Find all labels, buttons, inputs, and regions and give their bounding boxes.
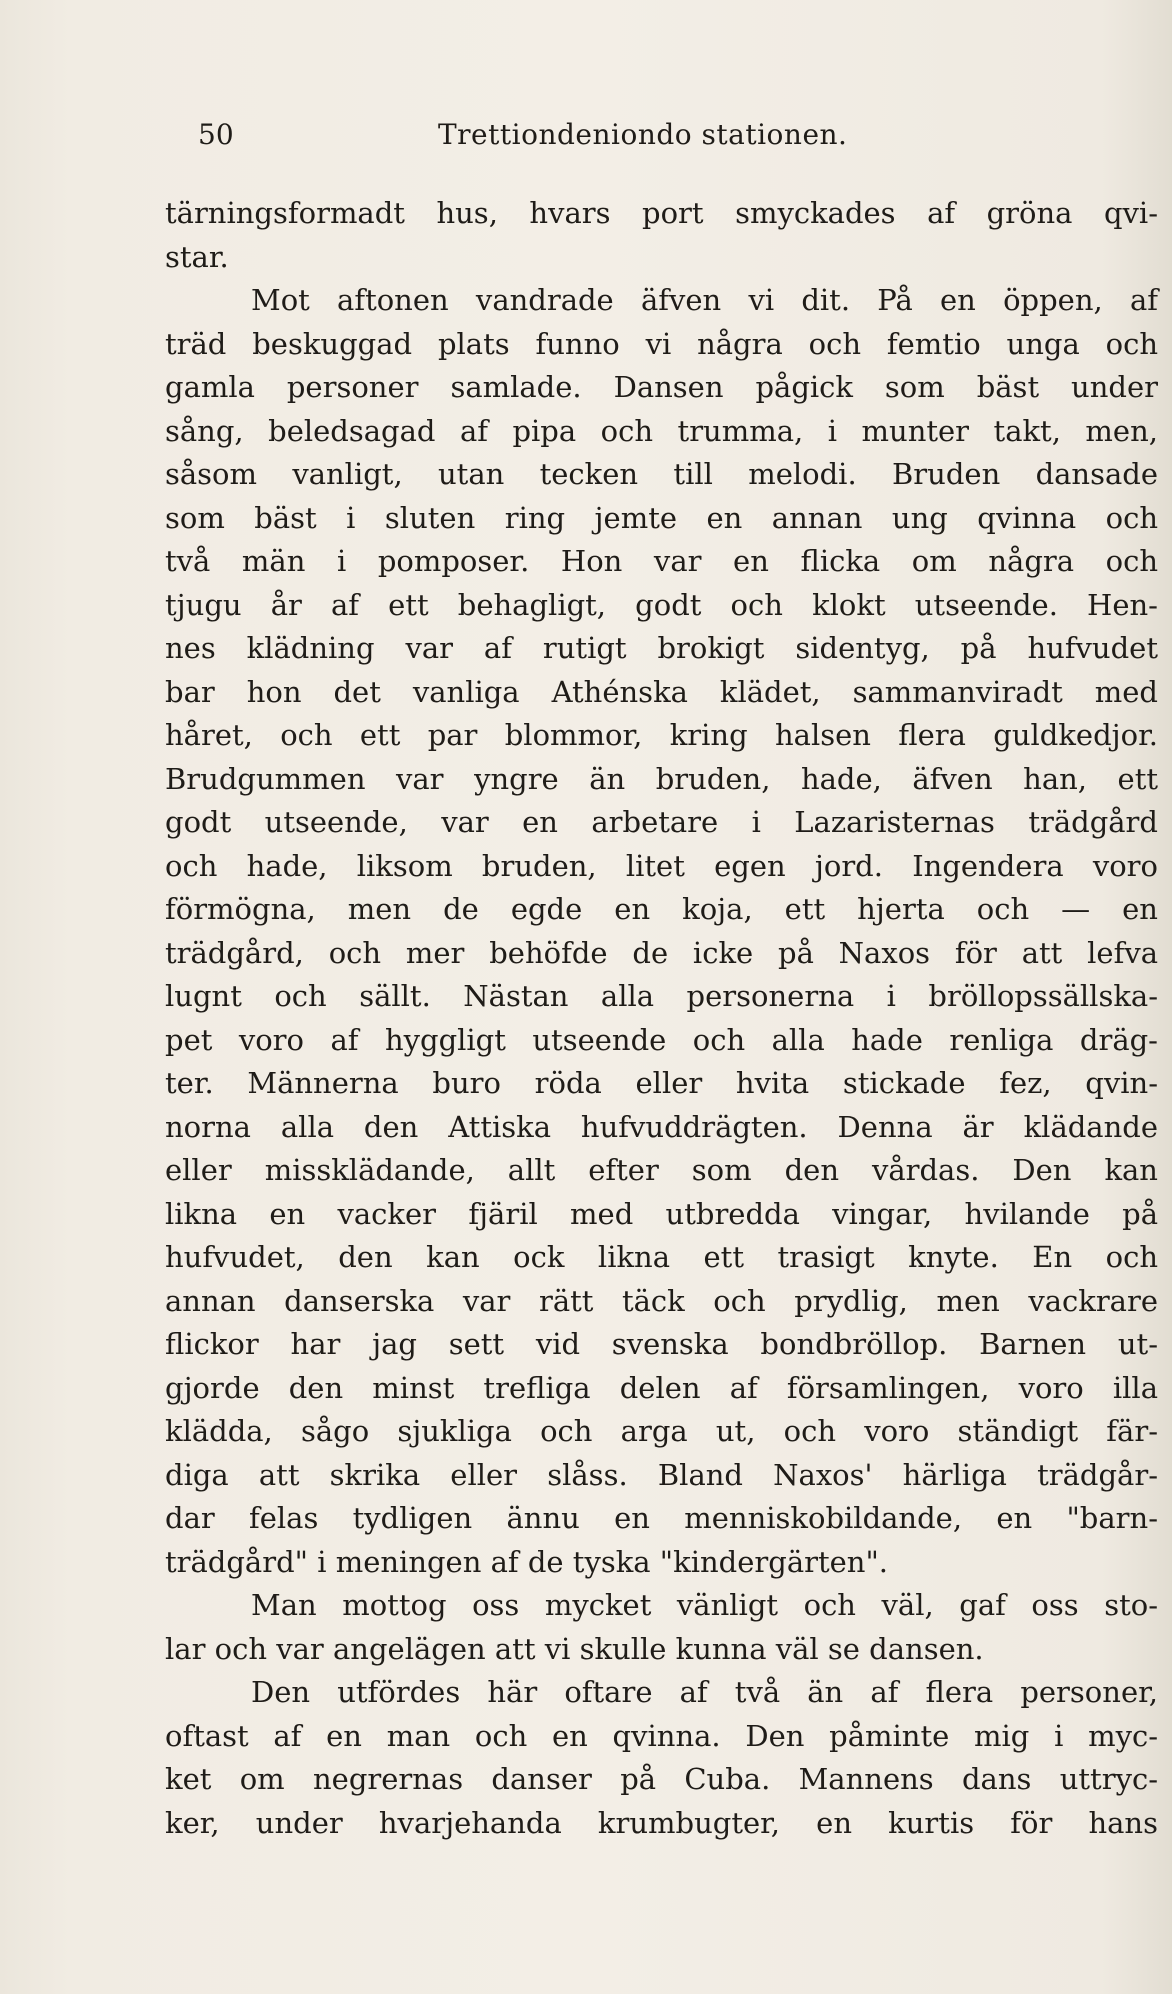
text-line: ker, under hvarjehanda krumbugter, en kurtis för hans [165,1805,1158,1840]
text-line: pet voro af hyggligt utseende och alla hade renliga dräg- [165,1022,1158,1057]
page-number: 50 [198,118,234,151]
text-line: som bäst i sluten ring jemte en annan ung qvinna och [165,500,1158,535]
text-line: Brudgummen var yngre än bruden, hade, äfven han, ett [165,761,1158,796]
text-line: lar och var angelägen att vi skulle kunna väl se dansen. [165,1631,984,1666]
text-line: två män i pomposer. Hon var en flicka om några och [165,544,1158,578]
text-line: såsom vanligt, utan tecken till melodi. Bruden dansade [165,457,1158,491]
text-line: oftast af en man och en qvinna. Den påminte mig i myc- [165,1718,1158,1753]
text-line: nes klädning var af rutigt brokigt sidentyg, på hufvudet [165,631,1158,665]
running-head: Trettiondeniondo stationen. [438,118,848,151]
text-line: bar hon det vanliga Athénska klädet, sammanviradt med [165,674,1158,709]
text-line: diga att skrika eller slåss. Bland Naxos' härliga trädgår- [165,1457,1158,1492]
text-line: hufvudet, den kan ock likna ett trasigt knyte. En och [165,1240,1158,1274]
text-line: Den utfördes här oftare af två än af flera personer, [251,1675,1158,1709]
text-line: ter. Männerna buro röda eller hvita stickade fez, qvin- [165,1066,1158,1100]
text-line: dar felas tydligen ännu en menniskobildande, en "barn- [165,1501,1158,1535]
text-line: gjorde den minst trefliga delen af församlingen, voro illa [165,1370,1158,1405]
text-line: norna alla den Attiska hufvuddrägten. Denna är klädande [165,1109,1158,1144]
text-line: godt utseende, var en arbetare i Lazaristernas trädgård [165,805,1158,839]
text-line: trädgård" i meningen af de tyska "kindergärten". [165,1544,889,1579]
text-line: lugnt och sällt. Nästan alla personerna i bröllopssällska- [165,979,1158,1013]
text-line: och hade, liksom bruden, litet egen jord. Ingendera voro [165,848,1158,883]
text-line: star. [165,239,229,274]
body-text [165,192,1158,1845]
page-header [198,112,958,162]
text-line: trädgård, och mer behöfde de icke på Naxos för att lefva [165,935,1158,970]
text-line: tjugu år af ett behagligt, godt och klokt utseende. Hen- [165,587,1158,622]
text-line: likna en vacker fjäril med utbredda vingar, hvilande på [165,1196,1158,1231]
text-line: Man mottog oss mycket vänligt och väl, gaf oss sto- [251,1588,1158,1622]
text-line: annan danserska var rätt täck och prydlig, men vackrare [165,1283,1158,1318]
text-line: klädda, sågo sjukliga och arga ut, och voro ständigt fär- [165,1414,1158,1448]
text-line: förmögna, men de egde en koja, ett hjerta och — en [165,892,1158,926]
text-line: sång, beledsagad af pipa och trumma, i munter takt, men, [165,413,1158,448]
text-line: håret, och ett par blommor, kring halsen flera guldkedjor. [165,718,1158,752]
text-line: Mot aftonen vandrade äfven vi dit. På en öppen, af [251,283,1158,317]
text-line: ket om negrernas danser på Cuba. Mannens dans uttryc- [165,1762,1158,1796]
text-line: eller missklädande, allt efter som den vårdas. Den kan [165,1153,1158,1187]
text-line: träd beskuggad plats funno vi några och femtio unga och [165,326,1158,361]
text-line: flickor har jag sett vid svenska bondbröllop. Barnen ut- [165,1327,1158,1361]
text-line: gamla personer samlade. Dansen pågick som bäst under [165,370,1158,404]
text-line: tärningsformadt hus, hvars port smyckades af gröna qvi- [165,196,1158,230]
